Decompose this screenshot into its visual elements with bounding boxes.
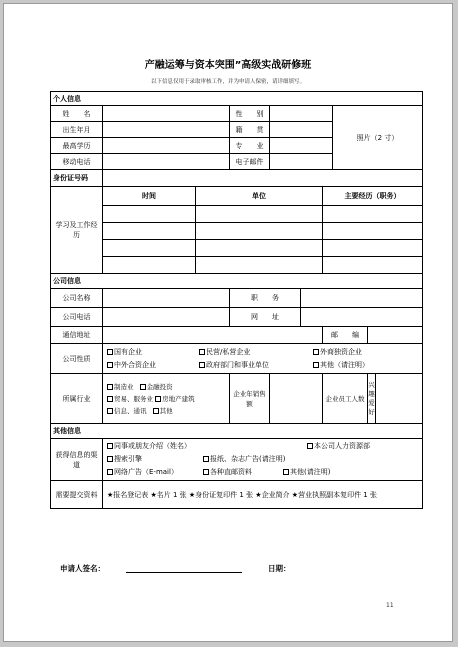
signature-line[interactable] [126,572,242,573]
exp-main-cell[interactable] [323,223,423,240]
field-id-number[interactable] [103,170,423,187]
checkbox-icon [155,396,161,402]
industry-options [103,374,230,424]
label-gender: 性 别 [230,106,270,122]
field-name[interactable] [103,106,230,122]
field-postcode[interactable] [368,327,423,344]
field-hobbies[interactable] [376,374,423,424]
label-postcode: 邮 编 [323,327,368,344]
exp-time-cell[interactable] [103,223,196,240]
checkbox-icon [107,456,113,462]
page-title: 产融运筹与资本突围”高级实战研修班 [144,60,312,71]
checkbox-icon [107,349,113,355]
checkbox-icon [313,362,319,368]
application-form [50,91,423,509]
label-education: 最高学历 [51,138,103,154]
exp-time-cell[interactable] [103,257,196,274]
label-position: 职 务 [230,289,301,308]
field-position[interactable] [301,289,423,308]
option-source-other[interactable]: 其他(请注明) [283,466,330,479]
option-trade-service[interactable]: 贸易、服务业 [107,395,153,403]
field-major[interactable] [270,138,333,154]
exp-time-cell[interactable] [103,240,196,257]
label-company-nature: 公司性质 [51,344,103,374]
label-required-docs: 需要提交资料 [51,481,103,509]
checkbox-icon [283,469,289,475]
section-company-info: 公司信息 [51,274,423,289]
exp-unit-cell[interactable] [196,223,323,240]
exp-main-cell[interactable] [323,206,423,223]
source-options [103,439,423,481]
exp-unit-cell[interactable] [196,257,323,274]
page-number: 11 [386,602,394,609]
label-id-number: 身份证号码 [51,170,103,187]
field-education[interactable] [103,138,230,154]
option-web-ad[interactable]: 网络广告（E-mail） [107,466,203,479]
label-hobbies: 兴趣爱好 [368,374,376,424]
col-unit: 单位 [196,187,323,206]
field-company-phone[interactable] [103,308,230,327]
nature-options [103,344,423,374]
date-label: 日期： [268,564,291,573]
label-staff-count: 企业员工人数 [323,374,368,424]
page-subtitle: 以下信息仅用于录取审核工作，并为申请人保密，请详细填写。 [150,79,305,85]
exp-unit-cell[interactable] [196,240,323,257]
field-mobile[interactable] [103,154,230,170]
option-industry-other[interactable]: 其他 [153,407,173,415]
document-page [3,3,453,642]
label-email: 电子邮件 [230,154,270,170]
checkbox-icon [107,408,113,414]
checkbox-icon [199,349,205,355]
label-company-name: 公司名称 [51,289,103,308]
option-it-telecom[interactable]: 信息、通讯 [107,407,147,415]
field-origin[interactable] [270,122,333,138]
option-hr-department[interactable]: 本公司人力资源部 [307,440,370,453]
option-search-engine[interactable]: 搜索引擎 [107,453,203,466]
label-url: 网 址 [230,308,301,327]
required-docs-text: ★报名登记表 ★名片 1 张 ★身份证复印件 1 张 ★企业简介 ★营业执照副本复印件 1 张 [103,481,423,509]
option-nature-other[interactable]: 其他（请注明） [313,359,369,372]
checkbox-icon [307,443,313,449]
checkbox-icon [107,443,113,449]
section-other-info: 其他信息 [51,424,423,439]
field-url[interactable] [301,308,423,327]
label-address: 通信地址 [51,327,103,344]
label-annual-sales: 企业年销售额 [230,374,270,424]
field-address[interactable] [103,327,323,344]
checkbox-icon [107,469,113,475]
checkbox-icon [153,408,159,414]
checkbox-icon [107,362,113,368]
option-newspaper-ad[interactable]: 报纸、杂志广告(请注明) [203,453,285,466]
checkbox-icon [199,362,205,368]
exp-main-cell[interactable] [323,257,423,274]
option-direct-mail[interactable]: 各种直邮资料 [203,466,283,479]
option-joint-venture[interactable]: 中外合资企业 [107,359,199,372]
field-gender[interactable] [270,106,333,122]
col-time: 时间 [103,187,196,206]
section-personal-info: 个人信息 [51,92,423,106]
label-major: 专 业 [230,138,270,154]
option-state-owned[interactable]: 国有企业 [107,346,199,359]
field-birth[interactable] [103,122,230,138]
signature-label: 申请人签名： [60,564,105,573]
option-private[interactable]: 民营/私营企业 [199,346,313,359]
exp-unit-cell[interactable] [196,206,323,223]
field-company-name[interactable] [103,289,230,308]
field-annual-sales[interactable] [270,374,323,424]
checkbox-icon [203,469,209,475]
option-foreign[interactable]: 外商独资企业 [313,346,362,359]
label-mobile: 移动电话 [51,154,103,170]
field-email[interactable] [270,154,333,170]
label-industry: 所属行业 [51,374,103,424]
label-name: 姓 名 [51,106,103,122]
col-main-experience: 主要经历（职务） [323,187,423,206]
label-experience: 学习及工作经历 [51,187,103,274]
checkbox-icon [203,456,209,462]
option-real-estate[interactable]: 房地产建筑 [155,395,195,403]
checkbox-icon [107,384,113,390]
checkbox-icon [313,349,319,355]
photo-box: 照片（2 寸） [333,106,423,170]
label-origin: 籍 贯 [230,122,270,138]
exp-time-cell[interactable] [103,206,196,223]
option-manufacturing[interactable]: 制造业 [107,383,134,391]
option-government[interactable]: 政府部门和事业单位 [199,359,313,372]
option-friend-referral[interactable]: 同事或朋友介绍（姓名） [107,440,307,453]
exp-main-cell[interactable] [323,240,423,257]
checkbox-icon [107,396,113,402]
checkbox-icon [140,384,146,390]
label-birth: 出生年月 [51,122,103,138]
label-company-phone: 公司电话 [51,308,103,327]
label-info-source: 获得信息的渠道 [51,439,103,481]
option-finance[interactable]: 金融投资 [140,383,173,391]
